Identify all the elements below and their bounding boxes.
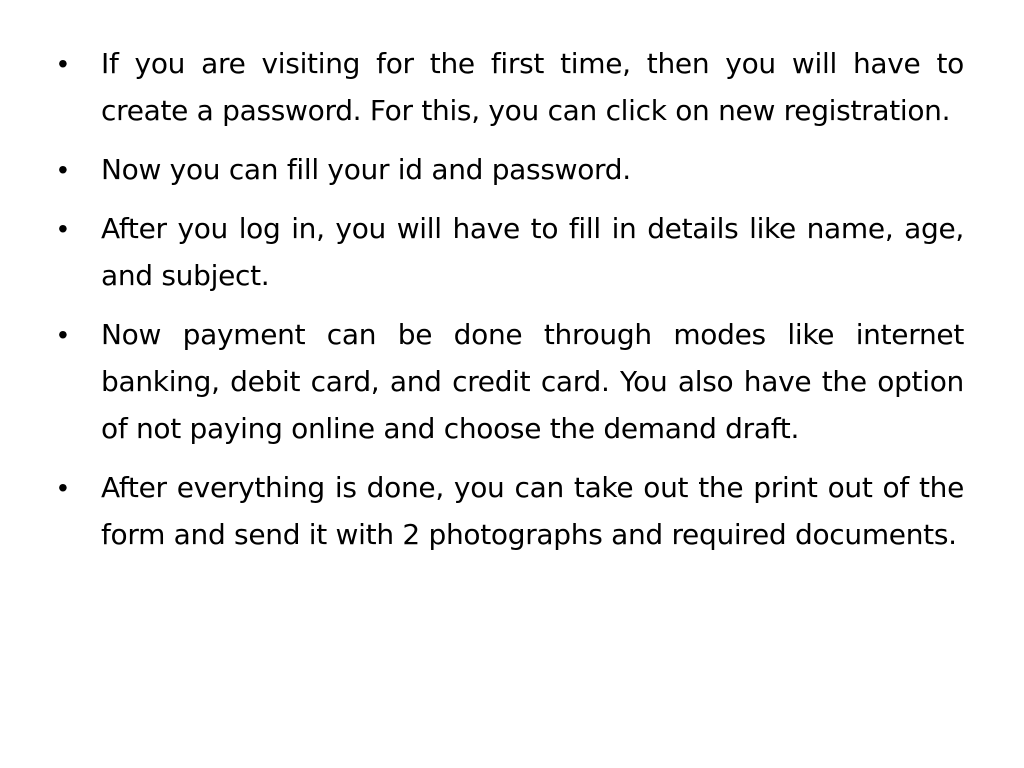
list-item [58, 464, 964, 558]
bullet-text: Now payment can be done through modes like internet banking, debit card, and credit card. You also have the option of not paying online and choose the demand draft. [101, 318, 964, 445]
bullet-icon: • [58, 319, 68, 350]
bullet-list [58, 40, 964, 570]
bullet-text: After everything is done, you can take out the print out of the form and send it with 2 photographs and required documents. [101, 471, 964, 551]
bullet-text: If you are visiting for the first time, then you will have to create a password. For this, you can click on new registration. [101, 47, 964, 127]
list-item [58, 205, 964, 299]
bullet-icon: • [58, 48, 68, 79]
list-item [58, 146, 964, 193]
bullet-icon: • [58, 213, 68, 244]
bullet-icon: • [58, 472, 68, 503]
bullet-icon: • [58, 154, 68, 185]
bullet-text: Now you can fill your id and password. [101, 153, 631, 186]
list-item [58, 40, 964, 134]
bullet-text: After you log in, you will have to fill in details like name, age, and subject. [101, 212, 964, 292]
list-item [58, 311, 964, 452]
